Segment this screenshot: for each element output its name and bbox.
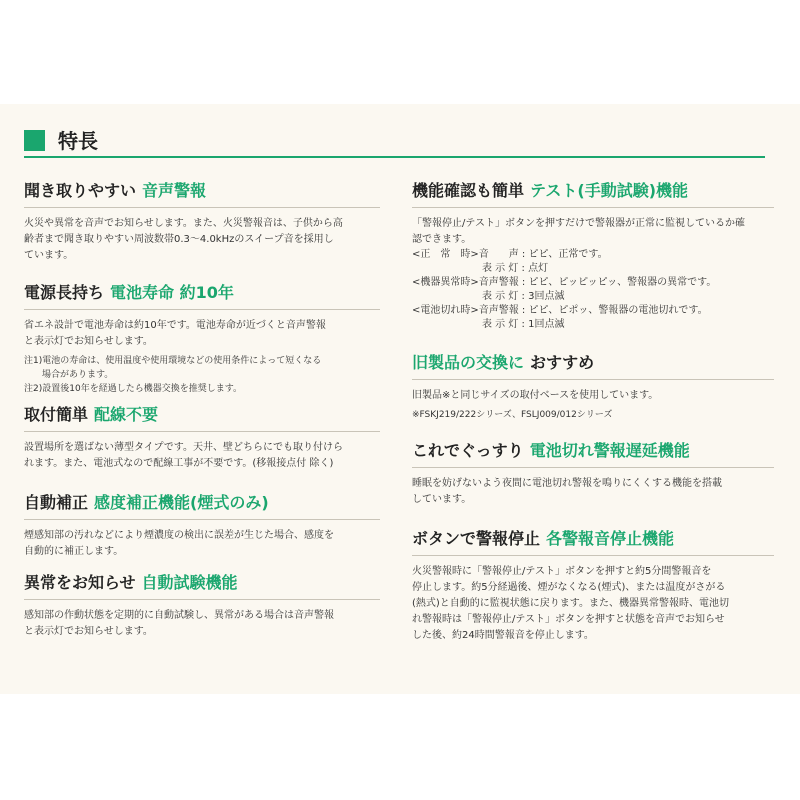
feature-title-highlight: 感度補正機能(煙式のみ) (94, 493, 269, 512)
feature-notes: 注1)電池の寿命は、使用温度や使用環境などの使用条件によって短くなる 場合があります。 注2)設置後10年を経過したら機器交換を推奨します。 (24, 356, 322, 394)
feature-body: 設置場所を選ばない薄型タイプです。天井、壁どちらにでも取り付けら れます。また、電池式なので配線工事が不要です。(移報接点付 除く) (24, 442, 343, 469)
feature-body: 「警報停止/テスト」ボタンを押すだけで警報器が正常に監視しているか確 認できます。 (412, 218, 745, 245)
feature-title-text: 電源長持ち (24, 283, 105, 302)
feature-replacement (412, 350, 774, 422)
feature-title-text: 機能確認も簡単 (412, 181, 525, 200)
feature-voice-alarm (24, 178, 380, 264)
feature-title-highlight: 配線不要 (94, 405, 159, 424)
feature-divider (24, 599, 380, 600)
test-result-row: 表 示 灯 : 点灯 (412, 263, 549, 274)
feature-title (24, 280, 380, 306)
feature-divider (24, 519, 380, 520)
feature-title-highlight: おすすめ (530, 353, 595, 372)
feature-battery-delay (412, 438, 774, 508)
feature-body: 旧製品※と同じサイズの取付ベースを使用しています。 (412, 390, 659, 401)
feature-notes: ※FSKJ219/222シリーズ、FSLJ009/012シリーズ (412, 410, 613, 420)
feature-title-highlight: 音声警報 (142, 181, 207, 200)
feature-divider (412, 207, 774, 208)
feature-divider (412, 555, 774, 556)
feature-auto-test (24, 570, 380, 640)
test-result-row: 表 示 灯 : 3回点滅 (412, 291, 565, 302)
feature-divider (412, 467, 774, 468)
feature-title-highlight: 電池切れ警報遅延機能 (529, 441, 690, 460)
feature-body: 感知部の作動状態を定期的に自動試験し、異常がある場合は音声警報 と表示灯でお知らせします。 (24, 610, 334, 637)
feature-manual-test (412, 178, 774, 332)
feature-body: 煙感知部の汚れなどにより煙濃度の検出に誤差が生じた場合、感度を 自動的に補正します。 (24, 530, 334, 557)
feature-title-highlight: 各警報音停止機能 (546, 529, 675, 548)
test-result-table (412, 248, 774, 332)
header-divider (24, 156, 765, 158)
feature-divider (412, 379, 774, 380)
feature-easy-install (24, 402, 380, 472)
feature-title-text: 取付簡単 (24, 405, 89, 424)
feature-body: 睡眠を妨げないよう夜間に電池切れ警報を鳴りにくくする機能を搭載 しています。 (412, 478, 722, 505)
feature-title (412, 438, 774, 464)
feature-title (24, 490, 380, 516)
feature-body: 省エネ設計で電池寿命は約10年です。電池寿命が近づくと音声警報 と表示灯でお知らせします。 (24, 320, 326, 347)
feature-auto-correction (24, 490, 380, 560)
feature-divider (24, 431, 380, 432)
feature-title (412, 350, 774, 376)
feature-title (24, 402, 380, 428)
feature-title-highlight: テスト(手動試験)機能 (530, 181, 689, 200)
page-title: 特長 (58, 129, 98, 153)
features-header (24, 126, 765, 158)
feature-title-text: 聞き取りやすい (24, 181, 137, 200)
feature-divider (24, 207, 380, 208)
test-result-row: <機器異常時>音声警報 : ピピ、ピッピッピッ、警報器の異常です。 (412, 277, 717, 288)
feature-title (412, 178, 774, 204)
feature-title (412, 526, 774, 552)
feature-title (24, 178, 380, 204)
feature-title (24, 570, 380, 596)
test-result-row: <正 常 時>音 声 : ピピ、正常です。 (412, 249, 608, 260)
feature-divider (24, 309, 380, 310)
features-panel (0, 104, 800, 694)
test-result-row: <電池切れ時>音声警報 : ピピ、ピポッ、警報器の電池切れです。 (412, 305, 708, 316)
feature-title-text: 自動補正 (24, 493, 89, 512)
feature-title-text: これでぐっすり (412, 441, 524, 460)
feature-battery-life (24, 280, 380, 396)
feature-title-text: 異常をお知らせ (24, 573, 136, 592)
feature-title-highlight: 自動試験機能 (141, 573, 238, 592)
feature-title-text: 旧製品の交換に (412, 353, 525, 372)
feature-title-text: ボタンで警報停止 (412, 529, 541, 548)
feature-title-highlight: 電池寿命 約10年 (110, 283, 234, 302)
test-result-row: 表 示 灯 : 1回点滅 (412, 319, 565, 330)
header-marker-square (24, 130, 45, 151)
feature-body: 火災や異常を音声でお知らせします。また、火災警報音は、子供から高 齢者まで聞き取りやすい周波数帯0.3〜4.0kHzのスイープ音を採用し ています。 (24, 218, 343, 261)
feature-alarm-stop (412, 526, 774, 644)
feature-body: 火災警報時に「警報停止/テスト」ボタンを押すと約5分間警報音を 停止します。約5分経過後、煙がなくなる(煙式)、または温度がさがる (熱式)と自動的に監視状態に戻ります。また、機器異常警報時、電池切 れ警報時は「警報停止/テスト」ボタンを押すと状態を音声でお知らせ した後、約24時間警報音を停止します。 (412, 566, 730, 641)
